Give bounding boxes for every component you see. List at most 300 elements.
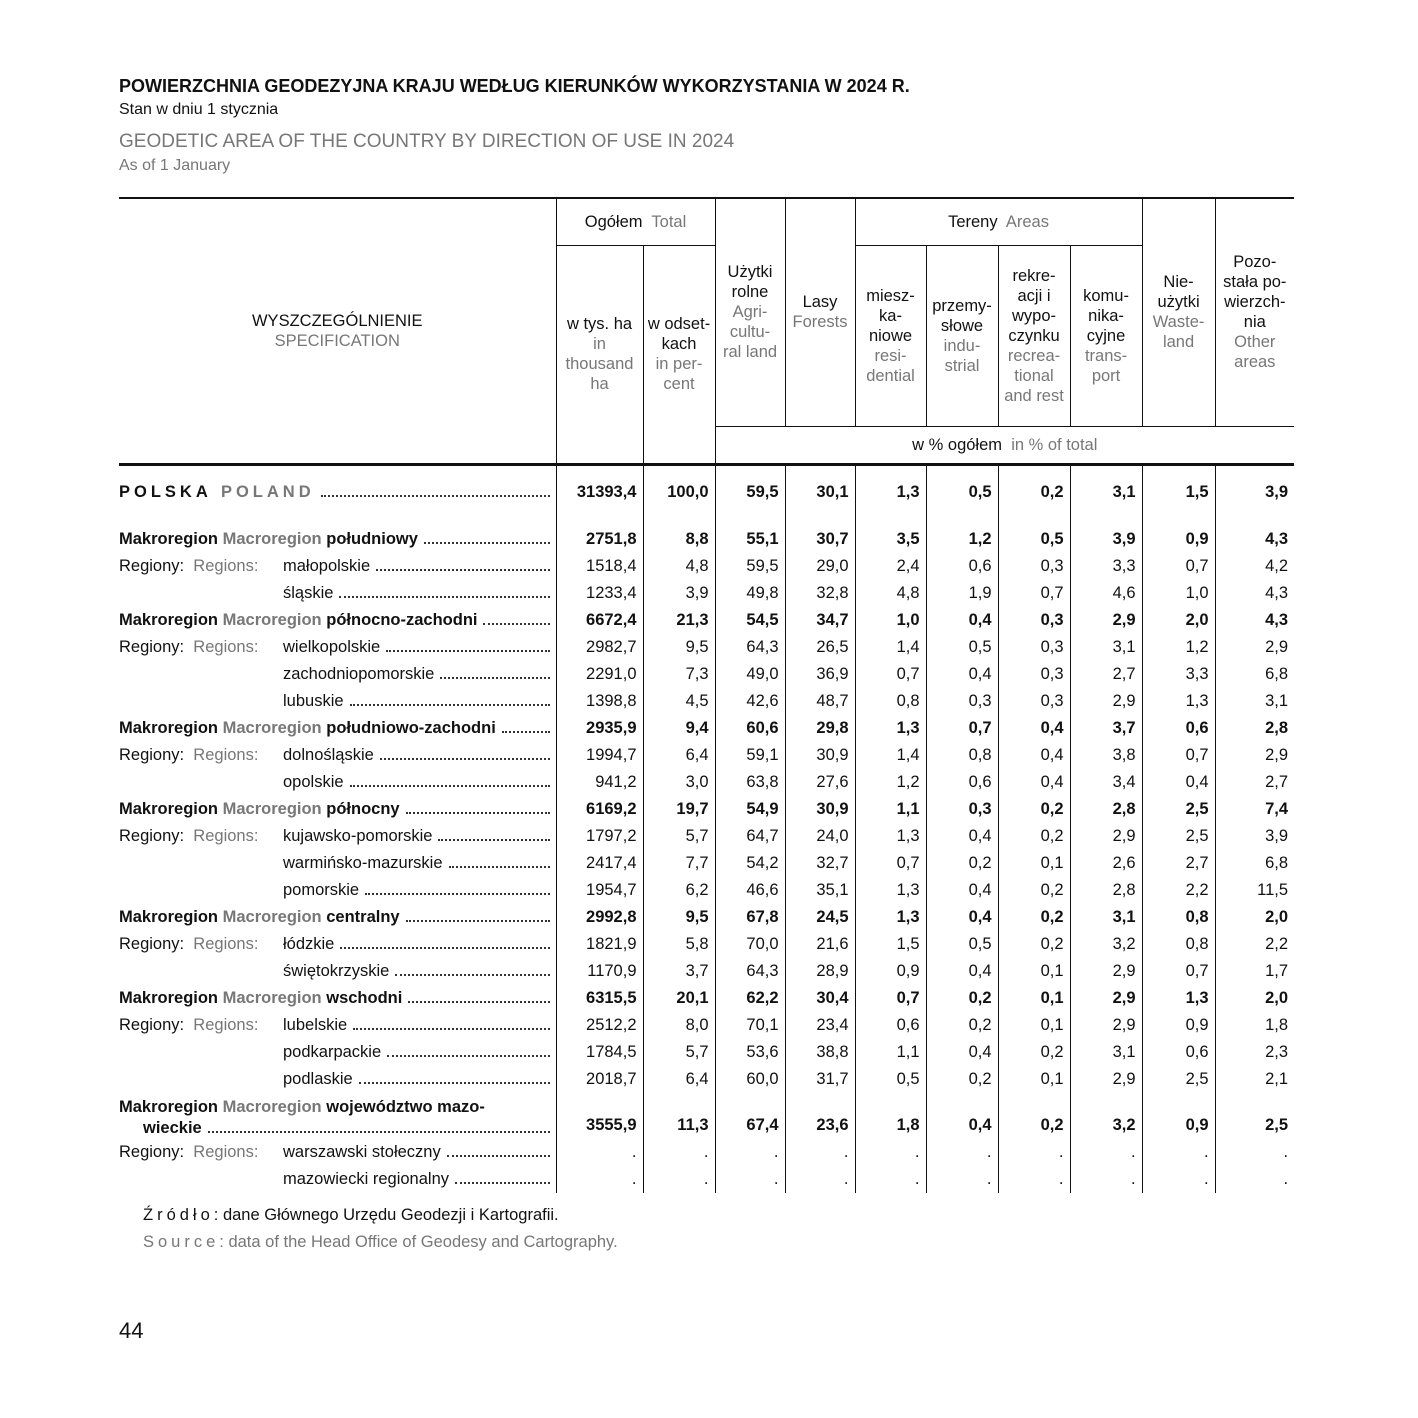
table-cell: 2,9 [1070,823,1142,850]
row-label-inner [119,580,550,607]
table-cell: 1518,4 [556,553,643,580]
table-cell: 0,5 [926,634,998,661]
dot-leader [406,812,550,814]
regions-label-pl: Regiony: [119,1015,185,1034]
table-cell: 0,8 [1142,931,1215,958]
table-cell: 0,2 [998,1093,1070,1139]
table-cell: 1,5 [1142,464,1215,516]
table-cell: 31,7 [785,1066,855,1093]
row-label-inner [119,1097,550,1118]
row-label [119,985,556,1012]
table-row [119,580,1294,607]
region-name: podkarpackie [283,1042,382,1061]
table-cell: 4,8 [643,553,715,580]
row-label-inner [119,661,550,688]
dot-leader [340,947,549,949]
table-cell: 11,3 [643,1093,715,1139]
table-cell: 1797,2 [556,823,643,850]
dot-leader [424,542,550,544]
header-waste-pl: Nie- użytki [1157,273,1200,312]
table-cell: 35,1 [785,877,855,904]
table-cell: 0,2 [998,1039,1070,1066]
regions-label [119,1012,283,1039]
row-label [119,580,556,607]
table-cell: 0,6 [926,769,998,796]
region-name: łódzkie [283,934,335,953]
header-areas-en: Areas [1005,212,1049,231]
table-cell: 2,8 [1070,877,1142,904]
regions-label-pl: Regiony: [119,1142,185,1161]
table-cell: . [1142,1166,1215,1193]
table-cell: 1,9 [926,580,998,607]
table-cell: 2,0 [1215,904,1294,931]
dot-leader [440,677,549,679]
table-row [119,464,1294,516]
table-cell: 46,6 [715,877,785,904]
table-cell: 30,1 [785,464,855,516]
table-cell: . [855,1139,926,1166]
table-cell: 1170,9 [556,958,643,985]
land-use-table [119,197,1294,1193]
table-cell: 0,2 [926,850,998,877]
table-cell: 3,0 [643,769,715,796]
table-cell: 2,0 [1215,985,1294,1012]
table-cell: 0,2 [998,877,1070,904]
table-cell: 3,5 [855,526,926,553]
regions-label-pl: Regiony: [119,934,185,953]
table-cell: 1,0 [855,607,926,634]
table-cell: 21,6 [785,931,855,958]
table-cell: 6169,2 [556,796,643,823]
table-cell: 2,8 [1070,796,1142,823]
table-cell: 2,9 [1070,607,1142,634]
table-cell: 0,7 [998,580,1070,607]
header-spec-pl: WYSZCZEGÓLNIENIE [251,311,423,330]
table-cell: . [998,1166,1070,1193]
table-cell: 3,9 [1070,526,1142,553]
table-cell: 36,9 [785,661,855,688]
region-name: małopolskie [283,556,371,575]
table-cell: 0,6 [1142,715,1215,742]
source-en-label: Source [143,1233,220,1251]
table-row [119,634,1294,661]
table-cell: 3,1 [1070,1039,1142,1066]
header-total-en: Total [651,212,687,231]
table-cell: 3,1 [1215,688,1294,715]
table-cell: . [998,1139,1070,1166]
header-indus-en: indu- strial [943,336,981,375]
regions-label [119,823,283,850]
header-agri-en: Agri- cultu- ral land [722,303,778,362]
table-cell: 9,5 [643,904,715,931]
macro-label-en: Macroregion [222,718,322,737]
regions-label-en: Regions: [193,745,259,764]
row-label [119,553,556,580]
table-cell: 2935,9 [556,715,643,742]
table-cell: 0,2 [926,1012,998,1039]
regions-label-en: Regions: [193,637,259,656]
row-label [119,958,556,985]
table-cell: 2,7 [1070,661,1142,688]
dot-leader [447,1155,550,1157]
dot-leader [386,650,549,652]
table-cell: 0,6 [1142,1039,1215,1066]
table-cell: 5,8 [643,931,715,958]
table-cell: 1,3 [1142,985,1215,1012]
dot-leader [387,1055,549,1057]
macro-label: Makroregion [119,610,219,629]
row-label-inner [119,1012,550,1039]
row-label-inner [119,742,550,769]
table-cell: 1,3 [1142,688,1215,715]
table-cell: 4,3 [1215,526,1294,553]
header-recre-pl: rekre- acji i wypo- czynku [1008,266,1060,345]
dot-leader [483,623,549,625]
table-cell: 3,3 [1070,553,1142,580]
table-cell: 2512,2 [556,1012,643,1039]
table-cell: . [715,1139,785,1166]
source-en-text: : data of the Head Office of Geodesy and Cartography. [219,1233,618,1251]
page-subtitle: Stan w dniu 1 stycznia [119,101,279,118]
region-name: warszawski stołeczny [283,1142,441,1161]
table-cell: 4,2 [1215,553,1294,580]
regions-label [119,553,283,580]
table-cell: 42,6 [715,688,785,715]
row-label-inner [119,526,550,553]
table-cell: 3,2 [1070,931,1142,958]
table-cell: 28,9 [785,958,855,985]
table-cell: 0,6 [926,553,998,580]
macro-label-en: Macroregion [222,1097,322,1116]
header-recreational [998,245,1070,426]
header-specification [119,198,556,464]
table-cell: . [556,1166,643,1193]
dot-leader [353,1028,549,1030]
row-label-inner [119,931,550,958]
table-cell: 2982,7 [556,634,643,661]
page-title-english: GEODETIC AREA OF THE COUNTRY BY DIRECTION OF USE IN 2024 [119,131,735,152]
table-cell: 0,8 [1142,904,1215,931]
row-label-inner [119,904,550,931]
row-label [119,688,556,715]
gap-cell [785,516,855,526]
source-en [143,1233,618,1252]
table-cell: 49,8 [715,580,785,607]
macro-name: północno-zachodni [326,610,478,629]
header-percent-of-total [715,426,1294,464]
table-row [119,1012,1294,1039]
table-cell: 0,3 [926,796,998,823]
table-cell: 1821,9 [556,931,643,958]
header-industrial [926,245,998,426]
table-cell: . [715,1166,785,1193]
source-pl-label: Źródło [143,1206,214,1224]
table-cell: . [556,1139,643,1166]
macro-name: wschodni [326,988,403,1007]
table-cell: 1,3 [855,715,926,742]
row-label-inner [119,958,550,985]
regions-label [119,634,283,661]
table-cell: 2291,0 [556,661,643,688]
header-pct-pl: w odset- kach [647,315,711,353]
table-cell: 1,2 [1142,634,1215,661]
gap-cell [998,516,1070,526]
table-cell: 0,9 [1142,1012,1215,1039]
table-cell: 2,9 [1070,1012,1142,1039]
table-cell: 0,7 [855,850,926,877]
region-name: pomorskie [283,880,360,899]
table-cell: 2,9 [1070,1066,1142,1093]
row-label [119,634,556,661]
title-block [119,76,910,175]
row-label [119,715,556,742]
table-cell: 2,2 [1142,877,1215,904]
table-cell: 3,9 [1215,464,1294,516]
table-cell: . [1070,1139,1142,1166]
table-cell: 0,3 [926,688,998,715]
table-row [119,661,1294,688]
row-label [119,464,556,516]
table-row [119,850,1294,877]
table-cell: 67,8 [715,904,785,931]
table-cell: 2,5 [1215,1093,1294,1139]
table-cell: 2,5 [1142,796,1215,823]
table-cell: 1,8 [1215,1012,1294,1039]
table-cell: 2,3 [1215,1039,1294,1066]
table-cell: 0,5 [998,526,1070,553]
table-cell: 0,9 [1142,1093,1215,1139]
macro-name: centralny [326,907,400,926]
table-row [119,526,1294,553]
table-row [119,742,1294,769]
table-cell: 0,5 [926,464,998,516]
table-cell: 1,3 [855,877,926,904]
table-row [119,1066,1294,1093]
table-cell: 30,7 [785,526,855,553]
table-cell: 0,3 [998,553,1070,580]
dot-leader [438,839,549,841]
macro-label: Makroregion [119,988,219,1007]
row-label-inner [119,1166,550,1193]
table-cell: 1,3 [855,904,926,931]
table-cell: 0,6 [855,1012,926,1039]
region-name: lubelskie [283,1015,348,1034]
row-label-inner [119,553,550,580]
row-label [119,877,556,904]
header-pct-total-en: in % of total [1011,435,1098,454]
row-label-inner [119,769,550,796]
regions-label-en: Regions: [193,934,259,953]
table-cell: 0,2 [998,931,1070,958]
table-cell: 1,5 [855,931,926,958]
table-cell: 0,7 [855,985,926,1012]
dot-leader [502,731,550,733]
region-name: podlaskie [283,1069,353,1088]
table-cell: 0,2 [998,796,1070,823]
table-cell: 0,9 [855,958,926,985]
table-row [119,715,1294,742]
macro-label: Makroregion [119,799,219,818]
macro-label: Makroregion [119,1097,219,1116]
table-cell: 59,5 [715,553,785,580]
macro-name: południowy [326,529,418,548]
table-cell: 54,9 [715,796,785,823]
row-label [119,526,556,553]
table-cell: 21,3 [643,607,715,634]
macro-name: województwo mazo- [326,1097,485,1116]
table-cell: 0,4 [998,742,1070,769]
table-cell: 11,5 [1215,877,1294,904]
region-name: lubuskie [283,691,344,710]
table-body [119,464,1294,1193]
row-label-inner [119,1139,550,1166]
region-name: warmińsko-mazurskie [283,853,443,872]
dot-leader [350,785,550,787]
table-cell: 0,5 [855,1066,926,1093]
table-cell: 6,4 [643,742,715,769]
table-row [119,1166,1294,1193]
source-pl [143,1206,618,1225]
row-label-inner [119,688,550,715]
table-cell: 34,7 [785,607,855,634]
dot-leader [406,920,550,922]
header-other-pl: Pozo- stała po- wierzch- nia [1223,253,1287,332]
gap-cell [643,516,715,526]
table-cell: 24,5 [785,904,855,931]
dot-leader [365,893,549,895]
table-row [119,769,1294,796]
dot-leader [376,569,549,571]
table-cell: 3,7 [643,958,715,985]
page-number: 44 [119,1318,144,1343]
table-cell: 3,1 [1070,464,1142,516]
table-cell: 1,4 [855,742,926,769]
table-cell: 2,9 [1070,688,1142,715]
table-cell: 3,2 [1070,1093,1142,1139]
table-cell: 0,8 [926,742,998,769]
table-row [119,796,1294,823]
table-cell: 0,2 [926,985,998,1012]
dot-leader [350,704,550,706]
header-percent [643,245,715,464]
header-spec-en: SPECIFICATION [274,331,400,350]
table-cell: 2,9 [1070,958,1142,985]
dot-leader [408,1001,549,1003]
table-cell: 2,9 [1215,742,1294,769]
table-cell: 0,3 [998,661,1070,688]
row-label [119,904,556,931]
table-cell: 6315,5 [556,985,643,1012]
regions-label-pl: Regiony: [119,826,185,845]
header-other-en: Other areas [1234,333,1276,372]
macro-label: Makroregion [119,529,219,548]
macro-label-en: Macroregion [222,799,322,818]
table-cell: 55,1 [715,526,785,553]
table-cell: 0,7 [1142,958,1215,985]
table-cell: 9,5 [643,634,715,661]
table-cell: 64,3 [715,958,785,985]
table-cell: 26,5 [785,634,855,661]
table-cell: 2,5 [1142,823,1215,850]
table-cell: . [855,1166,926,1193]
table-cell: 30,9 [785,742,855,769]
table-cell: 2,7 [1215,769,1294,796]
gap-cell [1215,516,1294,526]
table-cell: 2,9 [1215,634,1294,661]
row-label [119,1039,556,1066]
macro-label-en: Macroregion [222,529,322,548]
region-name: wielkopolskie [283,637,381,656]
table-cell: 0,4 [998,715,1070,742]
row-label-inner [119,715,550,742]
header-forests-pl: Lasy [802,293,838,312]
region-name: dolnośląskie [283,745,374,764]
row-label-inner [119,985,550,1012]
table-cell: 4,6 [1070,580,1142,607]
header-forests-en: Forests [792,313,848,332]
row-label-inner [119,1039,550,1066]
table-cell: 9,4 [643,715,715,742]
region-name: zachodniopomorskie [283,664,435,683]
table-cell: 24,0 [785,823,855,850]
table-cell: 3,8 [1070,742,1142,769]
regions-label-pl: Regiony: [119,637,185,656]
row-label [119,1093,556,1139]
table-cell: 2417,4 [556,850,643,877]
table-row [119,1093,1294,1139]
header-waste-en: Waste- land [1152,313,1205,352]
header-transport [1070,245,1142,426]
row-label [119,1166,556,1193]
header-trans-en: trans- port [1084,346,1128,385]
table-cell: 3555,9 [556,1093,643,1139]
table-cell: 0,2 [998,823,1070,850]
source-pl-text: : dane Głównego Urzędu Geodezji i Kartografii. [213,1206,559,1224]
table-cell: 6,8 [1215,850,1294,877]
table-cell: 3,3 [1142,661,1215,688]
dot-leader [359,1082,550,1084]
table-cell: 0,3 [998,607,1070,634]
row-label-inner [119,634,550,661]
table-cell: 0,1 [998,1066,1070,1093]
table-cell: 1,1 [855,796,926,823]
macro-label: Makroregion [119,718,219,737]
table-cell: . [1142,1139,1215,1166]
gap-cell [1070,516,1142,526]
page-subtitle-english: As of 1 January [119,157,231,174]
table-row [119,904,1294,931]
gap-cell [1142,516,1215,526]
table-cell: . [785,1166,855,1193]
table-cell: 0,8 [855,688,926,715]
table-cell: . [926,1166,998,1193]
table-cell: 6,8 [1215,661,1294,688]
table-cell: 1,1 [855,1039,926,1066]
table-cell: 2,8 [1215,715,1294,742]
region-name: mazowiecki regionalny [283,1169,449,1188]
gap-cell [926,516,998,526]
table-cell: 3,1 [1070,904,1142,931]
table-cell: 1784,5 [556,1039,643,1066]
macro-label: Makroregion [119,907,219,926]
gap-cell [855,516,926,526]
dot-leader [449,866,550,868]
row-label [119,661,556,688]
header-ths-en: in thousand ha [565,335,634,393]
table-row [119,823,1294,850]
row-label-inner [119,850,550,877]
row-label-inner [119,1066,550,1093]
